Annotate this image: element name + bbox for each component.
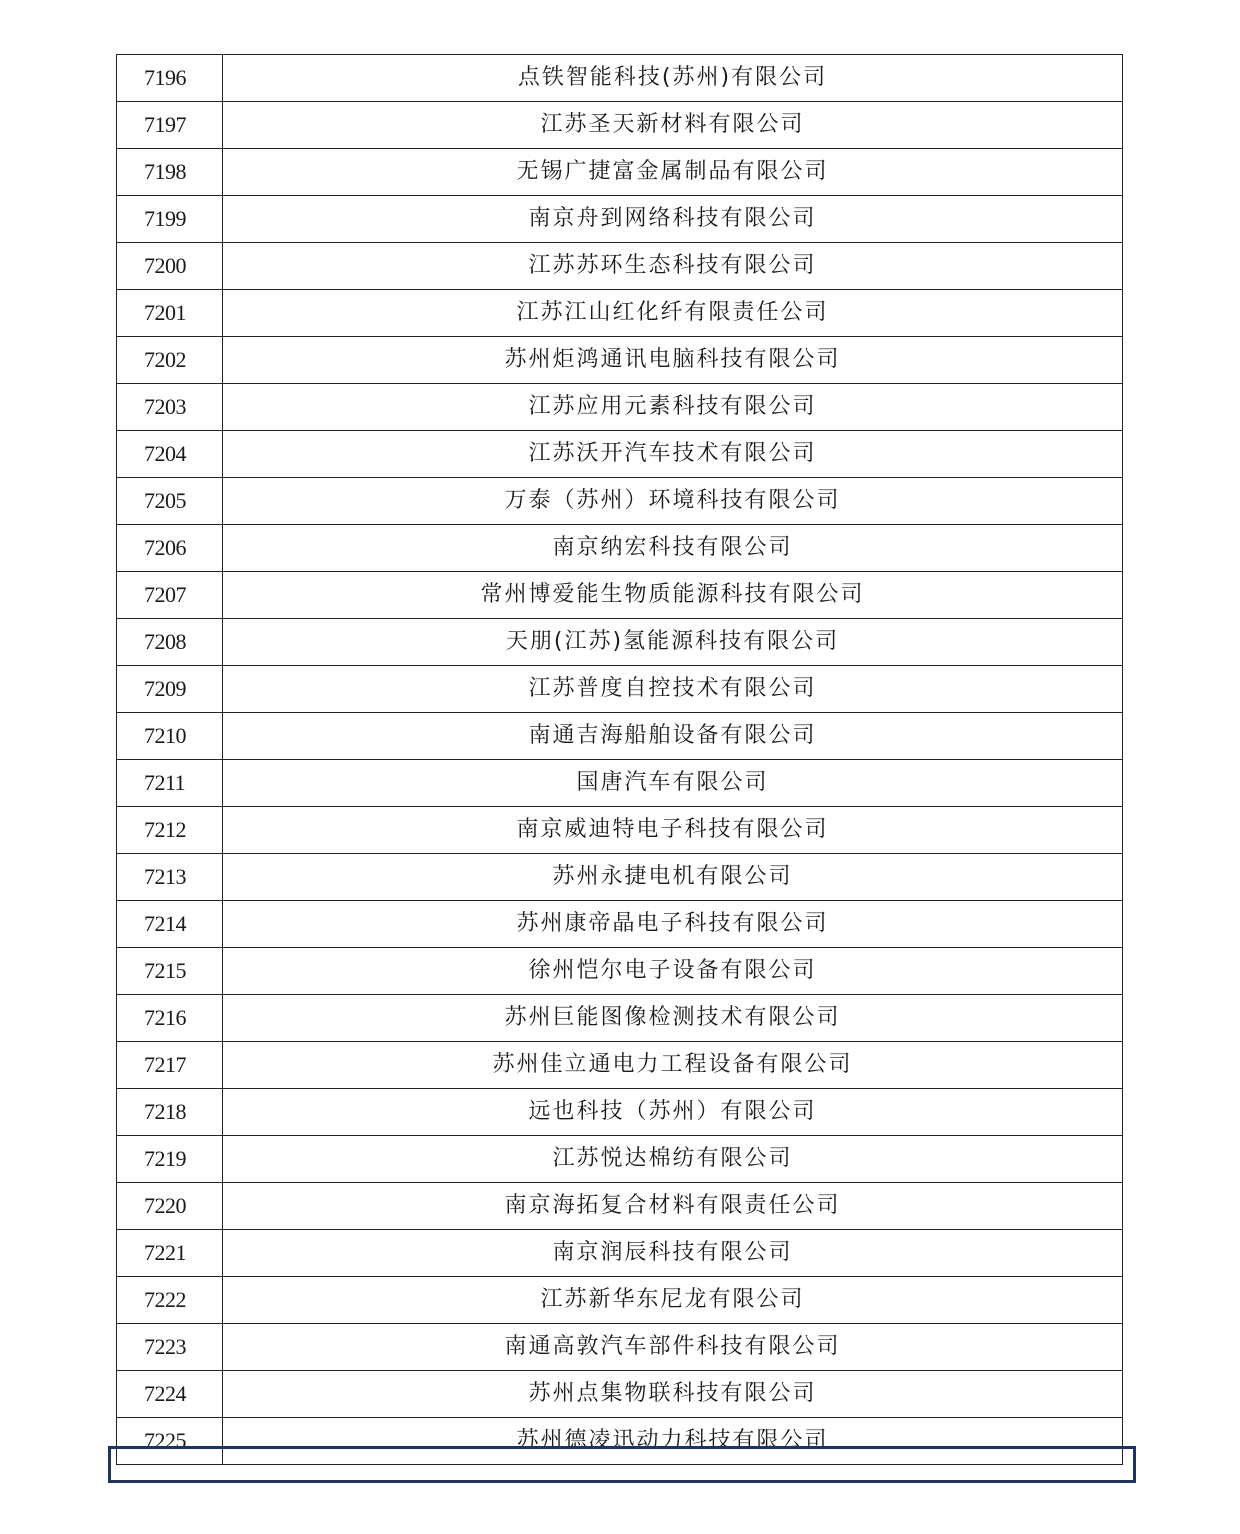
- table-row: [117, 1183, 1123, 1230]
- table-body: [117, 55, 1123, 1465]
- row-number: 7199: [117, 196, 223, 243]
- company-name: 点铁智能科技(苏州)有限公司: [223, 55, 1123, 102]
- company-name: 苏州巨能图像检测技术有限公司: [223, 995, 1123, 1042]
- row-number: 7225: [117, 1418, 223, 1465]
- table-row: [117, 431, 1123, 478]
- company-name: 苏州炬鸿通讯电脑科技有限公司: [223, 337, 1123, 384]
- table-row: [117, 666, 1123, 713]
- company-name: 苏州永捷电机有限公司: [223, 854, 1123, 901]
- company-name: 南京舟到网络科技有限公司: [223, 196, 1123, 243]
- company-name: 江苏江山红化纤有限责任公司: [223, 290, 1123, 337]
- company-name: 江苏应用元素科技有限公司: [223, 384, 1123, 431]
- table-row: [117, 243, 1123, 290]
- table-row: [117, 713, 1123, 760]
- row-number: 7216: [117, 995, 223, 1042]
- company-name: 南通吉海船舶设备有限公司: [223, 713, 1123, 760]
- table-row: [117, 1089, 1123, 1136]
- row-number: 7197: [117, 102, 223, 149]
- row-number: 7222: [117, 1277, 223, 1324]
- row-number: 7223: [117, 1324, 223, 1371]
- company-name: 苏州德凌迅动力科技有限公司: [223, 1418, 1123, 1465]
- table-row: [117, 1324, 1123, 1371]
- row-number: 7215: [117, 948, 223, 995]
- table-row: [117, 1371, 1123, 1418]
- company-name: 徐州恺尔电子设备有限公司: [223, 948, 1123, 995]
- company-name: 江苏新华东尼龙有限公司: [223, 1277, 1123, 1324]
- company-name: 南通高敦汽车部件科技有限公司: [223, 1324, 1123, 1371]
- table-row: [117, 854, 1123, 901]
- row-number: 7211: [117, 760, 223, 807]
- company-name: 苏州康帝晶电子科技有限公司: [223, 901, 1123, 948]
- table-row: [117, 619, 1123, 666]
- row-number: 7212: [117, 807, 223, 854]
- table-row: [117, 290, 1123, 337]
- company-name: 江苏苏环生态科技有限公司: [223, 243, 1123, 290]
- company-name: 江苏沃开汽车技术有限公司: [223, 431, 1123, 478]
- row-number: 7201: [117, 290, 223, 337]
- row-number: 7213: [117, 854, 223, 901]
- table-row: [117, 55, 1123, 102]
- row-number: 7209: [117, 666, 223, 713]
- row-number: 7203: [117, 384, 223, 431]
- company-name: 国唐汽车有限公司: [223, 760, 1123, 807]
- table-row: [117, 384, 1123, 431]
- table-row: [117, 948, 1123, 995]
- company-list-table: [116, 54, 1123, 1465]
- row-number: 7208: [117, 619, 223, 666]
- company-name: 无锡广捷富金属制品有限公司: [223, 149, 1123, 196]
- row-number: 7218: [117, 1089, 223, 1136]
- table-row: [117, 102, 1123, 149]
- table-row: [117, 995, 1123, 1042]
- row-number: 7221: [117, 1230, 223, 1277]
- row-number: 7200: [117, 243, 223, 290]
- table-row: [117, 196, 1123, 243]
- table-row: [117, 760, 1123, 807]
- row-number: 7210: [117, 713, 223, 760]
- company-name: 苏州佳立通电力工程设备有限公司: [223, 1042, 1123, 1089]
- row-number: 7214: [117, 901, 223, 948]
- table-row: [117, 1418, 1123, 1465]
- row-number: 7202: [117, 337, 223, 384]
- company-name: 远也科技（苏州）有限公司: [223, 1089, 1123, 1136]
- table-row: [117, 1042, 1123, 1089]
- company-name: 南京威迪特电子科技有限公司: [223, 807, 1123, 854]
- company-name: 南京润辰科技有限公司: [223, 1230, 1123, 1277]
- row-number: 7217: [117, 1042, 223, 1089]
- row-number: 7206: [117, 525, 223, 572]
- table-row: [117, 1136, 1123, 1183]
- table-row: [117, 149, 1123, 196]
- company-name: 常州博爱能生物质能源科技有限公司: [223, 572, 1123, 619]
- row-number: 7219: [117, 1136, 223, 1183]
- company-name: 苏州点集物联科技有限公司: [223, 1371, 1123, 1418]
- row-number: 7205: [117, 478, 223, 525]
- table-row: [117, 1277, 1123, 1324]
- company-name: 天朋(江苏)氢能源科技有限公司: [223, 619, 1123, 666]
- table-row: [117, 1230, 1123, 1277]
- table-row: [117, 807, 1123, 854]
- row-number: 7207: [117, 572, 223, 619]
- table-row: [117, 525, 1123, 572]
- company-name: 南京海拓复合材料有限责任公司: [223, 1183, 1123, 1230]
- row-number: 7198: [117, 149, 223, 196]
- company-name: 万泰（苏州）环境科技有限公司: [223, 478, 1123, 525]
- table-row: [117, 572, 1123, 619]
- row-number: 7220: [117, 1183, 223, 1230]
- table-row: [117, 478, 1123, 525]
- table-row: [117, 337, 1123, 384]
- row-number: 7224: [117, 1371, 223, 1418]
- company-name: 江苏普度自控技术有限公司: [223, 666, 1123, 713]
- company-name: 江苏悦达棉纺有限公司: [223, 1136, 1123, 1183]
- company-name: 江苏圣天新材料有限公司: [223, 102, 1123, 149]
- company-name: 南京纳宏科技有限公司: [223, 525, 1123, 572]
- table-row: [117, 901, 1123, 948]
- row-number: 7196: [117, 55, 223, 102]
- row-number: 7204: [117, 431, 223, 478]
